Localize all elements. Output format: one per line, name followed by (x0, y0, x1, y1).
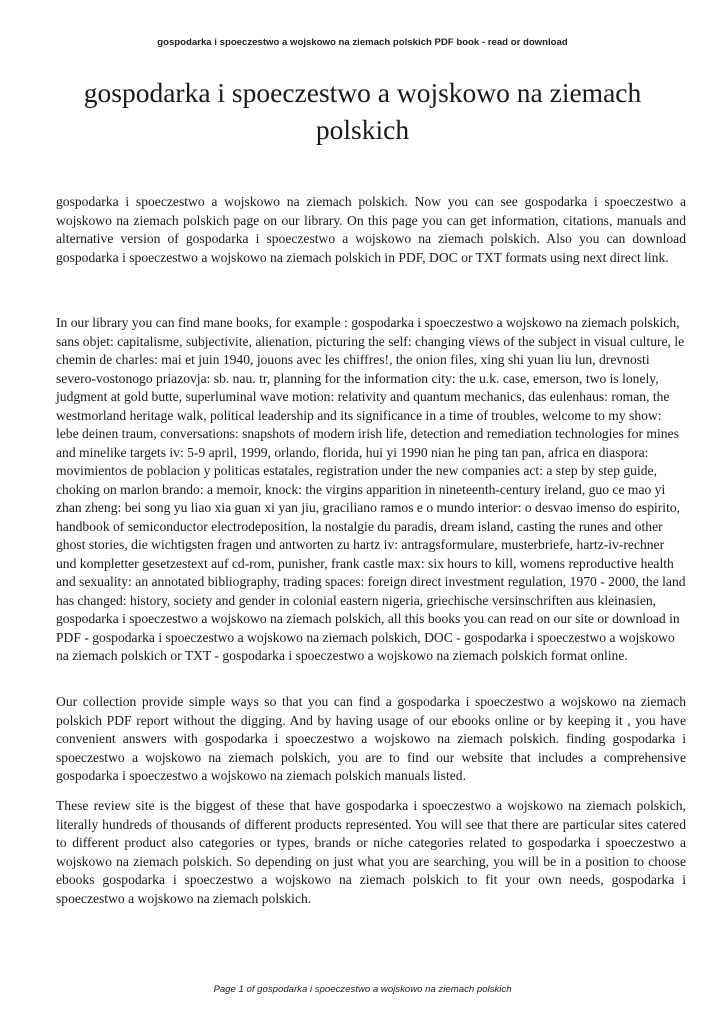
intro-paragraph: gospodarka i spoeczestwo a wojskowo na ziemach polskich. Now you can see gospodarka i spoeczestwo a wojskowo na ziemach polskich page on our library. On this page you can get information, citations, manuals and alternative version of gospodarka i spoeczestwo a wojskowo na ziemach polskich. Also you can download gospodarka i spoeczestwo a wojskowo na ziemach polskich in PDF, DOC or TXT formats using next direct link. (56, 194, 686, 265)
collection-paragraph: Our collection provide simple ways so that you can find a gospodarka i spoeczestwo a wojskowo na ziemach polskich PDF report without the digging. And by having usage of our ebooks online or by keeping it , you have convenient answers with gospodarka i spoeczestwo a wojskowo na ziemach polskich. finding gospodarka i spoeczestwo a wojskowo na ziemach polskich, you are to find our website that includes a comprehensive gospodarka i spoeczestwo a wojskowo na ziemach polskich manuals listed. (56, 694, 686, 783)
library-books-paragraph: In our library you can find mane books, for example : gospodarka i spoeczestwo a wojskowo na ziemach polskich, sans objet: capitalisme, subjectivite, alienation, picturing the self: changing views of the subject in visual culture, le chemin de charles: mai et juin 1940, jouons avec les chiffres!, the onion files, xing shi yuan liu lun, drevnosti severo-vostonogo priazovja: sb. nau. tr, planning for the information city: the u.k. case, emerson, two is lonely, judgment at gold butte, superluminal wave motion: relativity and quantum mechanics, das eulenhaus: roman, the westmorland heritage walk, political leadership and its significance in a time of troubles, welcome to my show: lebe deinen traum, conversations: snapshots of modern irish life, detection and remediation technologies for mines and minelike targets iv: 5-9 april, 1999, orlando, florida, hui yi 1990 nian he ping tan pan, africa en diaspora: movimientos de poblacion y politicas estatales, registration under the new companies act: a step by step guide, choking on marlon brando: a memoir, knock: the virgins apparition in nineteenth-century ireland, guo ce mao yi zhan zheng: bei song yu liao xia guan xi yan jiu, graciliano ramos e o mundo interior: o desvao imenso do espirito, handbook of semiconductor electrodeposition, la nostalgie du paradis, dream island, casting the runes and other ghost stories, die wichtigsten fragen und antworten zu hartz iv: antragsformulare, musterbriefe, hartz-iv-rechner und kompletter gesetzestext auf cd-rom, punisher, frank castle max: six hours to kill, womens reproductive health and sexuality: an annotated bibliography, trading spaces: foreign direct investment regulation, 1970 - 2000, the land has changed: history, society and gender in colonial eastern nigeria, griechische versinschriften aus kleinasien, gospodarka i spoeczestwo a wojskowo na ziemach polskich, all this books you can read on our site or download in PDF - gospodarka i spoeczestwo a wojskowo na ziemach polskich, DOC - gospodarka i spoeczestwo a wojskowo na ziemach polskich or TXT - gospodarka i spoeczestwo a wojskowo na ziemach polskich format online. (56, 315, 686, 663)
page-footer: Page 1 of gospodarka i spoeczestwo a wojskowo na ziemach polskich (213, 984, 512, 995)
document-title: gospodarka i spoeczestwo a wojskowo na ziemach polskich (83, 77, 642, 145)
review-site-paragraph: These review site is the biggest of these that have gospodarka i spoeczestwo a wojskowo na ziemach polskich, literally hundreds of thousands of different products represented. You will see that there are particular sites catered to different product also categories or types, brands or niche categories related to gospodarka i spoeczestwo a wojskowo na ziemach polskich. So depending on just what you are searching, you will be in a position to choose ebooks gospodarka i spoeczestwo a wojskowo na ziemach polskich to fit your own needs, gospodarka i spoeczestwo a wojskowo na ziemach polskich. (56, 798, 686, 906)
page-header: gospodarka i spoeczestwo a wojskowo na ziemach polskich PDF book - read or download (157, 37, 568, 48)
